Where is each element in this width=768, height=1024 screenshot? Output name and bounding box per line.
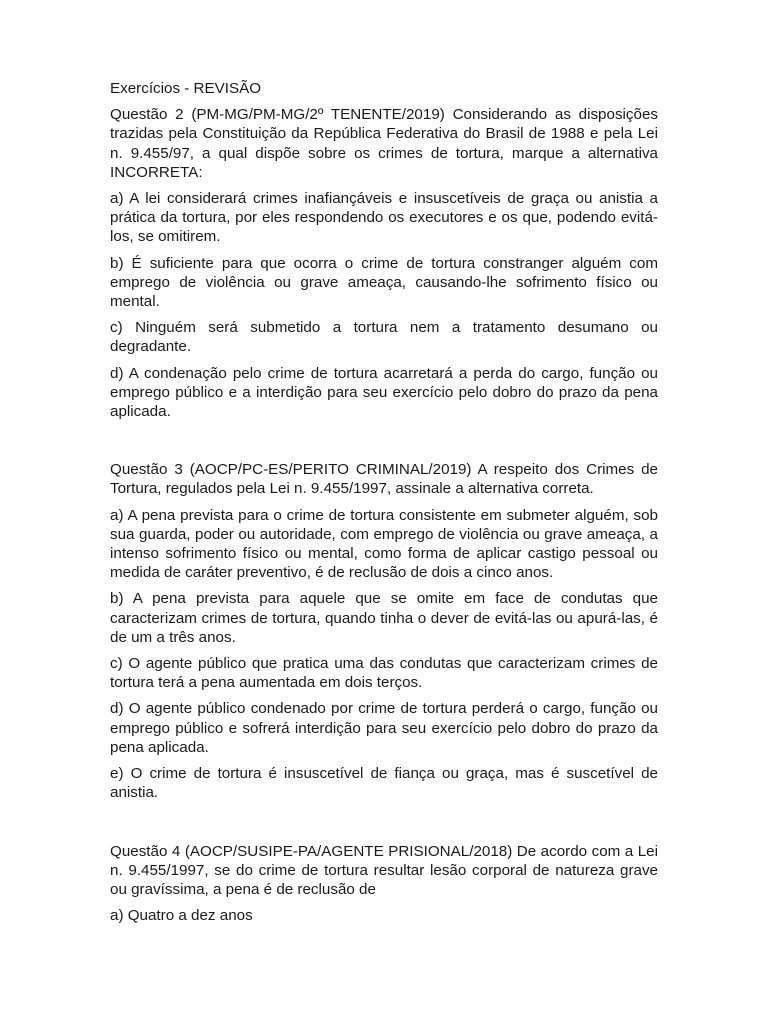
question-spacer	[110, 428, 658, 460]
answer-option: a) Quatro a dez anos	[110, 907, 253, 925]
question-block	[110, 460, 658, 802]
question-statement: Questão 4 (AOCP/SUSIPE-PA/AGENTE PRISIONAL/2018) De acordo com a Lei n. 9.455/1997, se do crime de tortura resultar lesão corporal de natureza grave ou gravíssima, a pena é de reclusão de	[110, 842, 658, 898]
question-block	[110, 842, 658, 926]
answer-option: e) O crime de tortura é insuscetível de fiança ou graça, mas é suscetível de anistia.	[110, 765, 658, 802]
question-statement: Questão 2 (PM-MG/PM-MG/2º TENENTE/2019) Considerando as disposições trazidas pela Constituição da República Federativa do Brasil de 1988 e pela Lei n. 9.455/97, a qual dispõe sobre os crimes de tortura, marque a alternativa INCORRETA:	[110, 106, 658, 181]
answer-option: a) A lei considerará crimes inafiançáveis e insuscetíveis de graça ou anistia a prática da tortura, por eles respondendo os executores e os que, podendo evitá-los, se omitirem.	[110, 190, 658, 246]
answer-option: c) O agente público que pratica uma das condutas que caracterizam crimes de tortura terá a pena aumentada em dois terços.	[110, 655, 658, 692]
answer-option: d) A condenação pelo crime de tortura acarretará a perda do cargo, função ou emprego público e a interdição para seu exercício pelo dobro do prazo da pena aplicada.	[110, 364, 658, 421]
question-statement: Questão 3 (AOCP/PC-ES/PERITO CRIMINAL/2019) A respeito dos Crimes de Tortura, regulados pela Lei n. 9.455/1997, assinale a alternativa correta.	[110, 461, 658, 498]
question-block	[110, 105, 658, 421]
answer-option: d) O agente público condenado por crime de tortura perderá o cargo, função ou emprego público e sofrerá interdição para seu exercício pelo dobro do prazo da pena aplicada.	[110, 700, 658, 756]
answer-option: b) A pena prevista para aquele que se omite em face de condutas que caracterizam crimes de tortura, quando tinha o dever de evitá-las ou apurá-las, é de um a três anos.	[110, 590, 658, 646]
answer-option: a) A pena prevista para o crime de tortura consistente em submeter alguém, sob sua guarda, poder ou autoridade, com emprego de violência ou grave ameaça, a intenso sofrimento físico ou mental, como forma de aplicar castigo pessoal ou medida de caráter preventivo, é de reclusão de dois a cinco anos.	[110, 506, 658, 582]
document-title: Exercícios - REVISÃO	[110, 80, 262, 97]
answer-option: c) Ninguém será submetido a tortura nem a tratamento desumano ou degradante.	[110, 319, 658, 356]
question-spacer	[110, 810, 658, 842]
answer-option: b) É suficiente para que ocorra o crime de tortura constranger alguém com emprego de violência ou grave ameaça, causando-lhe sofrimento físico ou mental.	[110, 254, 658, 311]
